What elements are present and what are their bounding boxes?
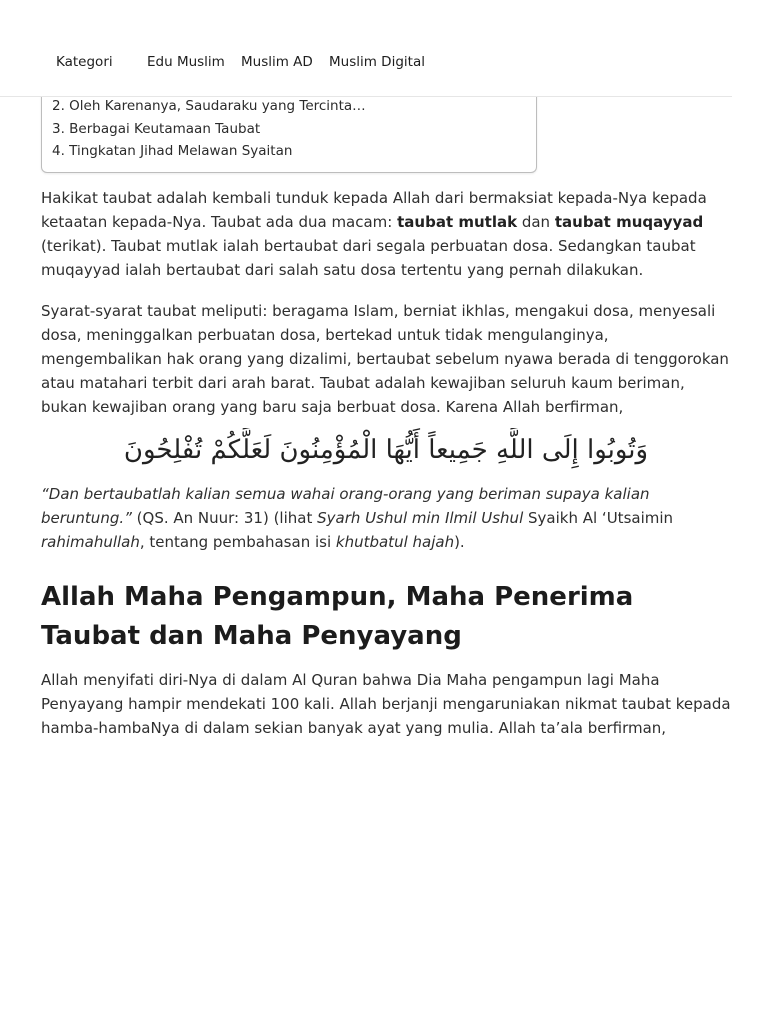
section-heading: Allah Maha Pengampun, Maha Penerima Taubat dan Maha Penyayang	[41, 582, 634, 651]
text: , tentang pembahasan isi	[139, 533, 336, 551]
term-khutbatul-hajah: khutbatul hajah	[335, 533, 455, 551]
book-title: Syarh Ushul min Ilmil Ushul	[317, 509, 524, 527]
verse-translation-quote: “Dan bertaubatlah kalian semua wahai orang-orang yang beriman supaya kalian beruntung.”	[41, 485, 650, 527]
arabic-verse: وَتُوبُوا إِلَى اللَّهِ جَمِيعاً أَيُّهَا الْمُؤْمِنُونَ لَعَلَّكُمْ تُفْلِحُونَ	[123, 435, 649, 465]
paragraph-hakikat-taubat	[41, 186, 731, 282]
toc-item-oleh-karenanya[interactable]: 2. Oleh Karenanya, Saudaraku yang Tercinta…	[52, 98, 366, 114]
text: (terikat). Taubat mutlak ialah bertaubat dari segala perbuatan dosa. Sedangkan taubat muqayyad ialah bertaubat dari salah satu dosa tertentu yang pernah dilakukan.	[41, 237, 696, 279]
text: Syaikh Al ‘Utsaimin	[523, 509, 674, 527]
paragraph-allah-maha-pengampun: Allah menyifati diri-Nya di dalam Al Quran bahwa Dia Maha pengampun lagi Maha Penyayang hampir mendekati 100 kali. Allah berjanji mengaruniakan nikmat taubat kepada hamba-hambaNya di dalam sekian banyak ayat yang mulia. Allah ta’ala berfirman,	[41, 671, 731, 737]
text: Hakikat taubat adalah kembali tunduk kepada Allah dari bermaksiat kepada-Nya kepada ketaatan kepada-Nya. Taubat ada dua macam:	[41, 189, 707, 231]
nav-item-kategori[interactable]: Kategori	[56, 54, 113, 70]
paragraph-syarat-taubat: Syarat-syarat taubat meliputi: beragama Islam, berniat ikhlas, mengakui dosa, menyesali dosa, meninggalkan perbuatan dosa, bertekad untuk tidak mengulanginya, mengembalikan hak orang yang dizalimi, bertaubat sebelum nyawa berada di tenggorokan atau matahari terbit dari arah barat. Taubat adalah kewajiban seluruh kaum beriman, bukan kewajiban orang yang baru saja berbuat dosa. Karena Allah berfirman,	[41, 302, 729, 416]
toc-item-jihad-melawan-syaitan[interactable]: 4. Tingkatan Jihad Melawan Syaitan	[52, 143, 293, 159]
nav-item-muslim-digital[interactable]: Muslim Digital	[329, 54, 425, 70]
paragraph-verse-translation	[41, 482, 731, 554]
honorific: rahimahullah	[41, 533, 140, 551]
bold-term-taubat-mutlak: taubat mutlak	[397, 213, 518, 231]
top-navigation	[0, 0, 732, 97]
text: dan	[517, 213, 555, 231]
text: (QS. An Nuur: 31) (lihat	[131, 509, 318, 527]
nav-item-edu-muslim[interactable]: Edu Muslim	[147, 54, 225, 70]
nav-item-muslim-ad[interactable]: Muslim AD	[241, 54, 313, 70]
text: ).	[454, 533, 465, 551]
bold-term-taubat-muqayyad: taubat muqayyad	[554, 213, 704, 231]
toc-item-keutamaan-taubat[interactable]: 3. Berbagai Keutamaan Taubat	[52, 121, 261, 137]
